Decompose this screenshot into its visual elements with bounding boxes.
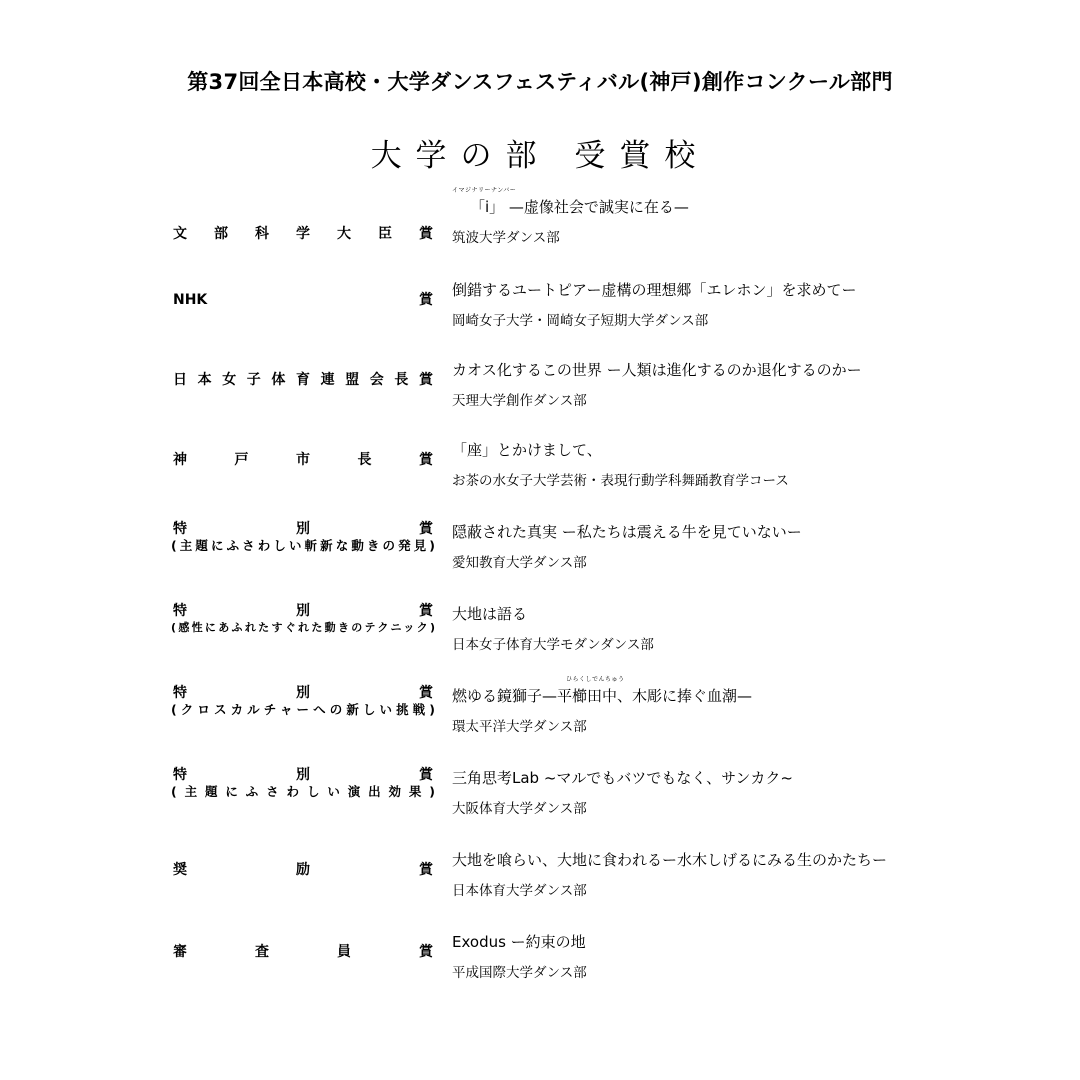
- award-row: [0, 912, 1080, 981]
- award-name: NHK賞: [173, 292, 433, 308]
- award-row: [0, 502, 1080, 571]
- award-row: [0, 340, 1080, 409]
- work-title: 「座」とかけまして、: [452, 441, 602, 459]
- school-name: 大阪体育大学ダンス部: [452, 801, 587, 817]
- school-name: 環太平洋大学ダンス部: [452, 719, 587, 735]
- school-name: 日本女子体育大学モダンダンス部: [452, 637, 654, 653]
- award-note: (感性にあふれたすぐれた動きのテクニック): [171, 621, 435, 634]
- award-note: (主題にふさわしい斬新な動きの発見): [171, 538, 435, 553]
- school-name: 天理大学創作ダンス部: [452, 393, 587, 409]
- award-row: [0, 830, 1080, 899]
- award-name: 特別賞: [173, 685, 433, 701]
- award-note: (クロスカルチャーへの新しい挑戦): [171, 702, 435, 717]
- award-row: [0, 420, 1080, 489]
- award-row: [0, 187, 1080, 256]
- work-title: 燃ゆる鏡獅子—平櫛田中、木彫に捧ぐ血潮—: [452, 687, 753, 705]
- event-title: 第37回全日本高校・大学ダンスフェスティバル(神戸)創作コンクール部門: [187, 70, 893, 94]
- school-name: 愛知教育大学ダンス部: [452, 555, 587, 571]
- award-name: 文部科学大臣賞: [173, 226, 433, 242]
- school-name: 日本体育大学ダンス部: [452, 883, 587, 899]
- work-title: カオス化するこの世界 ー人類は進化するのか退化するのかー: [452, 361, 862, 379]
- work-title: 三角思考Lab ~マルでもバツでもなく、サンカク~: [452, 769, 793, 787]
- award-name: 特別賞: [173, 521, 433, 537]
- school-name: 平成国際大学ダンス部: [452, 965, 587, 981]
- school-name: お茶の水女子大学芸術・表現行動学科舞踊教育学コース: [452, 473, 789, 489]
- school-name: 岡崎女子大学・岡崎女子短期大学ダンス部: [452, 313, 709, 329]
- award-name: 審査員賞: [173, 944, 433, 960]
- award-row: [0, 584, 1080, 653]
- award-row: [0, 260, 1080, 329]
- furigana: イマジナリーナンバー: [452, 187, 517, 194]
- work-title: Exodus ー約束の地: [452, 933, 586, 951]
- work-title: 隠蔽された真実 ー私たちは震える牛を見ていないー: [452, 523, 802, 541]
- award-row: [0, 666, 1080, 735]
- award-row: [0, 748, 1080, 817]
- section-title: 大学の部 受賞校: [370, 138, 710, 174]
- award-name: 日本女子体育連盟会長賞: [173, 372, 433, 388]
- award-name: 特別賞: [173, 767, 433, 783]
- work-title: 大地は語る: [452, 605, 528, 623]
- school-name: 筑波大学ダンス部: [452, 230, 560, 246]
- award-note: (主題にふさわしい演出効果): [171, 784, 435, 799]
- work-title: 「i」 —虚像社会で誠実に在る—: [470, 198, 689, 216]
- work-title: 大地を喰らい、大地に食われるー水木しげるにみる生のかたちー: [452, 851, 888, 869]
- award-name: 奨励賞: [173, 862, 433, 878]
- award-name: 特別賞: [173, 603, 433, 619]
- work-title: 倒錯するユートピアー虚構の理想郷「エレホン」を求めてー: [452, 281, 857, 299]
- furigana: ひらくしでんちゅう: [566, 676, 625, 683]
- award-name: 神戸市長賞: [173, 452, 433, 468]
